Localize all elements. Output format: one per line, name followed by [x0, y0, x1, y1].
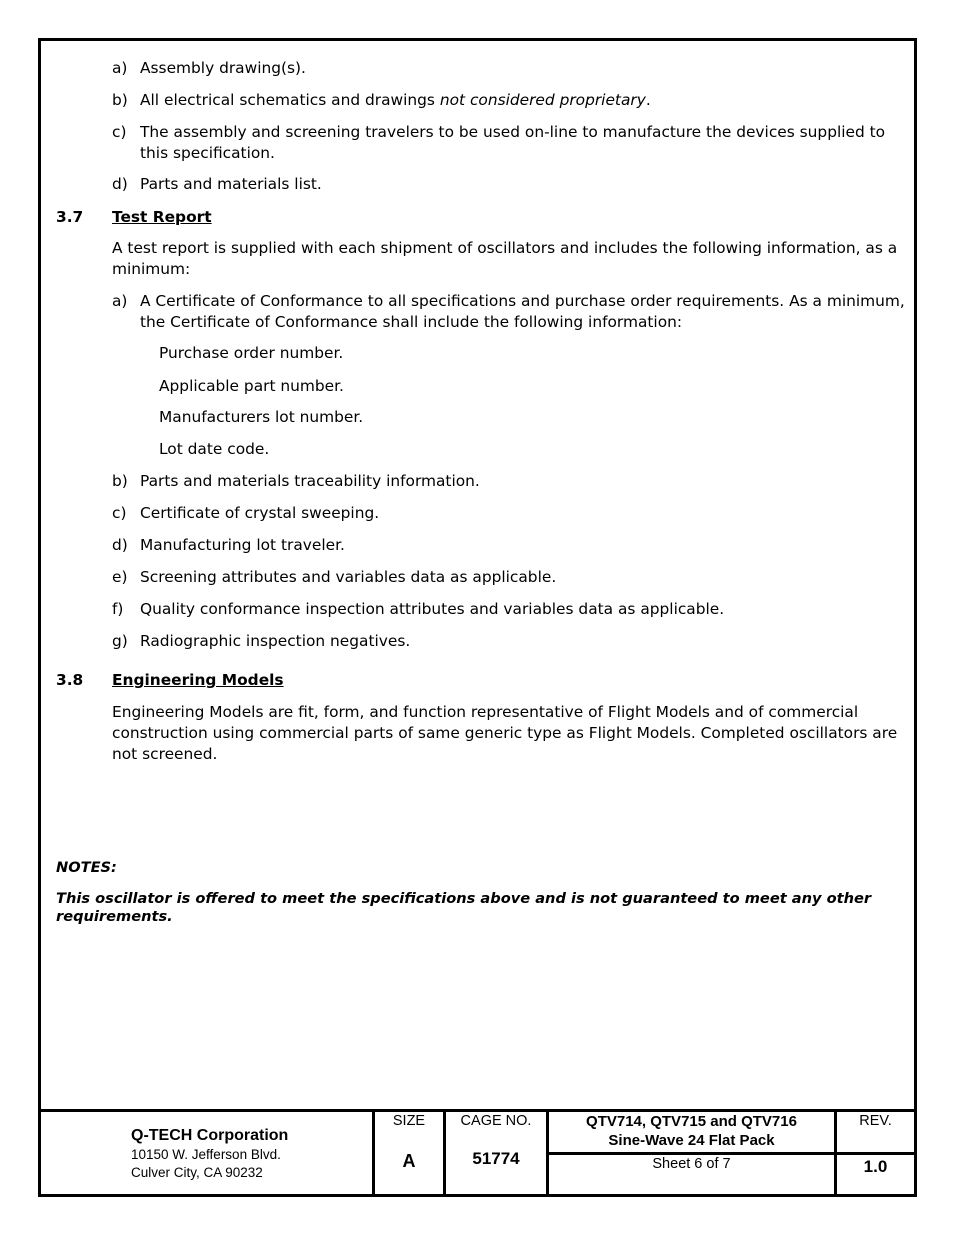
list-item: A Certificate of Conformance to all specifications and purchase order requirements. As a minimum, — [140, 292, 905, 310]
paragraph-line: not screened. — [112, 745, 218, 763]
section-number: 3.7 — [56, 208, 84, 226]
list-label: d) — [112, 175, 128, 193]
company-address: 10150 W. Jefferson Blvd. — [131, 1147, 281, 1162]
list-label: g) — [112, 632, 128, 650]
list-label: b) — [112, 472, 128, 490]
section-number: 3.8 — [56, 671, 84, 689]
list-item: Parts and materials traceability information. — [140, 472, 480, 490]
document-title: QTV714, QTV715 and QTV716 — [586, 1113, 797, 1130]
sheet-number: Sheet 6 of 7 — [652, 1156, 731, 1172]
title-divider — [549, 1152, 834, 1155]
sub-item: Manufacturers lot number. — [159, 408, 364, 426]
page-frame — [38, 38, 917, 1197]
notes-heading: NOTES: — [56, 859, 117, 876]
cage-value: 51774 — [472, 1149, 520, 1168]
list-item-continuation: the Certificate of Conformance shall include the following information: — [140, 313, 683, 331]
list-item: Parts and materials list. — [140, 175, 322, 193]
document-subtitle: Sine-Wave 24 Flat Pack — [608, 1132, 775, 1149]
section-title: Engineering Models — [112, 671, 284, 689]
cage-cell — [443, 1112, 546, 1197]
list-label: e) — [112, 568, 128, 586]
company-address: Culver City, CA 90232 — [131, 1165, 263, 1180]
rev-cell — [834, 1112, 914, 1197]
rev-value: 1.0 — [863, 1157, 888, 1176]
sub-item: Purchase order number. — [159, 344, 344, 362]
size-cell — [372, 1112, 443, 1197]
sub-item: Applicable part number. — [159, 377, 344, 395]
list-item: Quality conformance inspection attributes and variables data as applicable. — [140, 600, 725, 618]
notes-text: requirements. — [56, 908, 173, 925]
list-item: All electrical schematics and drawings not considered proprietary. — [140, 91, 651, 109]
paragraph-line: minimum: — [112, 260, 191, 278]
list-label: f) — [112, 600, 124, 618]
list-item: The assembly and screening travelers to be used on-line to manufacture the devices supplied to — [140, 123, 886, 141]
list-label: a) — [112, 292, 128, 310]
paragraph-line: construction using commercial parts of same generic type as Flight Models. Completed oscillators are — [112, 724, 898, 742]
paragraph-line: Engineering Models are fit, form, and function representative of Flight Models and of commercial — [112, 703, 859, 721]
cage-label: CAGE NO. — [460, 1113, 532, 1129]
list-label: d) — [112, 536, 128, 554]
section-title: Test Report — [112, 208, 212, 226]
list-label: a) — [112, 59, 128, 77]
size-label: SIZE — [392, 1113, 426, 1129]
size-value: A — [402, 1151, 416, 1171]
rev-divider — [837, 1152, 914, 1155]
company-name: Q-TECH Corporation — [131, 1127, 289, 1144]
list-label: c) — [112, 123, 127, 141]
list-item: Screening attributes and variables data as applicable. — [140, 568, 557, 586]
sub-item: Lot date code. — [159, 440, 270, 458]
rev-label: REV. — [859, 1113, 892, 1129]
title-block — [41, 1109, 914, 1197]
list-item: Manufacturing lot traveler. — [140, 536, 345, 554]
list-item-continuation: this specification. — [140, 144, 275, 162]
list-item: Assembly drawing(s). — [140, 59, 306, 77]
title-cell — [546, 1112, 834, 1197]
list-item: Radiographic inspection negatives. — [140, 632, 411, 650]
list-item: Certificate of crystal sweeping. — [140, 504, 380, 522]
list-label: c) — [112, 504, 127, 522]
paragraph-line: A test report is supplied with each shipment of oscillators and includes the following information, as a — [112, 239, 898, 257]
list-label: b) — [112, 91, 128, 109]
company-cell — [41, 1112, 372, 1197]
notes-text: This oscillator is offered to meet the specifications above and is not guaranteed to meet any other — [56, 890, 872, 907]
